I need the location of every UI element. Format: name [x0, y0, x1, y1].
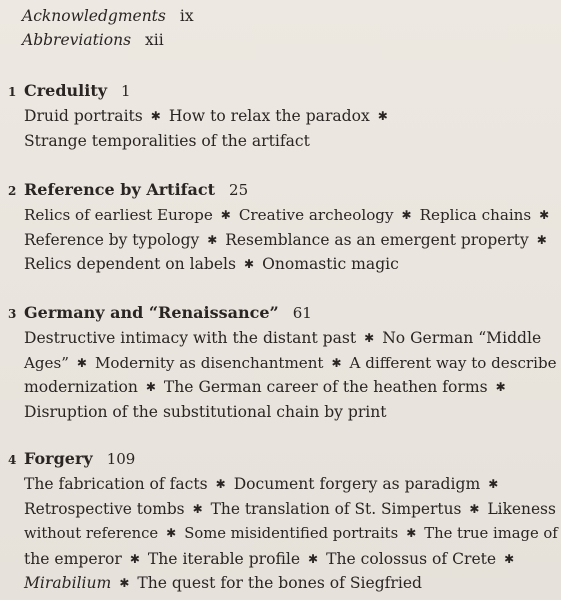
separator-star-icon: ✱ — [129, 551, 140, 566]
chapter-title: Forgery — [24, 449, 93, 468]
chapter-number: 2 — [8, 184, 17, 198]
separator-star-icon: ✱ — [488, 477, 499, 491]
separator-star-icon: ✱ — [308, 551, 319, 566]
separator-star-icon: ✱ — [150, 109, 161, 123]
topic: Ages” — [24, 353, 69, 372]
chapter-1 — [8, 79, 556, 153]
topic: Mirabilium — [24, 574, 112, 592]
separator-star-icon: ✱ — [215, 477, 226, 491]
chapter-page: 109 — [106, 450, 136, 468]
chapter-topics — [24, 203, 556, 277]
chapter-4 — [8, 447, 556, 596]
separator-star-icon: ✱ — [220, 208, 231, 222]
chapter-page: 25 — [229, 181, 249, 199]
topic: The colossus of Crete — [326, 549, 497, 568]
topic: Disruption of the substitutional chain by print — [24, 402, 387, 421]
topic: The fabrication of facts — [24, 475, 208, 493]
separator-star-icon: ✱ — [166, 526, 177, 540]
topic: The translation of St. Simpertus — [210, 499, 462, 518]
chapter-topics — [24, 104, 556, 153]
separator-star-icon: ✱ — [377, 109, 388, 123]
topic: A different way to describe — [349, 353, 557, 372]
chapter-title: Germany and “Renaissance” — [24, 303, 279, 322]
topic: The iterable profile — [147, 549, 301, 568]
chapter-title: Reference by Artifact — [24, 180, 216, 199]
topic: modernization — [24, 378, 138, 396]
topic: Reference by typology — [24, 230, 200, 249]
chapter-heading — [8, 447, 556, 472]
separator-star-icon: ✱ — [244, 257, 255, 271]
front-matter-page: ix — [179, 7, 194, 25]
topic: Some misidentified portraits — [184, 525, 399, 542]
separator-star-icon: ✱ — [331, 355, 342, 370]
front-matter — [22, 4, 194, 52]
separator-star-icon: ✱ — [504, 551, 515, 566]
topic: No German “Middle — [382, 329, 542, 347]
chapter-page: 61 — [292, 304, 312, 322]
topic: Onomastic magic — [262, 255, 399, 273]
topic: Replica chains — [419, 206, 532, 224]
front-matter-label: Abbreviations — [22, 31, 132, 49]
topic: Creative archeology — [238, 206, 394, 224]
topic: Resemblance as an emergent property — [225, 230, 529, 249]
chapter-heading — [8, 79, 556, 104]
topic: Retrospective tombs — [24, 499, 185, 518]
topic: How to relax the paradox — [168, 107, 370, 125]
chapter-topics — [24, 472, 556, 596]
separator-star-icon: ✱ — [119, 576, 130, 590]
separator-star-icon: ✱ — [469, 501, 480, 516]
topic: Strange temporalities of the artifact — [24, 131, 310, 150]
topic: Relics of earliest Europe — [24, 206, 213, 224]
separator-star-icon: ✱ — [406, 526, 417, 540]
separator-star-icon: ✱ — [192, 501, 203, 516]
topic: Likeness — [487, 499, 556, 518]
separator-star-icon: ✱ — [536, 232, 547, 247]
separator-star-icon: ✱ — [539, 208, 550, 222]
topic: Document forgery as paradigm — [233, 475, 481, 493]
separator-star-icon: ✱ — [401, 208, 412, 222]
separator-star-icon: ✱ — [364, 331, 375, 345]
topic: the emperor — [24, 549, 122, 568]
chapter-heading — [8, 178, 556, 203]
separator-star-icon: ✱ — [145, 380, 156, 394]
topic: Destructive intimacy with the distant past — [24, 329, 357, 347]
chapter-2 — [8, 178, 556, 277]
topic: Modernity as disenchantment — [94, 353, 324, 372]
chapter-number: 4 — [8, 453, 17, 467]
chapter-number: 3 — [8, 307, 17, 321]
chapter-page: 1 — [121, 82, 131, 100]
separator-star-icon: ✱ — [207, 232, 218, 247]
topic: The German career of the heathen forms — [163, 378, 488, 396]
chapter-number: 1 — [8, 85, 17, 99]
front-matter-label: Acknowledgments — [22, 7, 166, 25]
topic: Druid portraits — [24, 107, 143, 125]
chapter-title: Credulity — [24, 81, 108, 100]
chapter-heading — [8, 301, 556, 326]
topic: The true image of — [424, 525, 558, 542]
topic: Relics dependent on labels — [24, 255, 237, 273]
chapter-3 — [8, 301, 556, 424]
separator-star-icon: ✱ — [76, 355, 87, 370]
separator-star-icon: ✱ — [495, 380, 506, 394]
chapter-topics — [24, 326, 556, 424]
front-matter-entry — [22, 4, 194, 28]
front-matter-entry — [22, 28, 194, 52]
topic: The quest for the bones of Siegfried — [137, 574, 422, 592]
front-matter-page: xii — [145, 31, 164, 49]
topic: without reference — [24, 525, 159, 542]
